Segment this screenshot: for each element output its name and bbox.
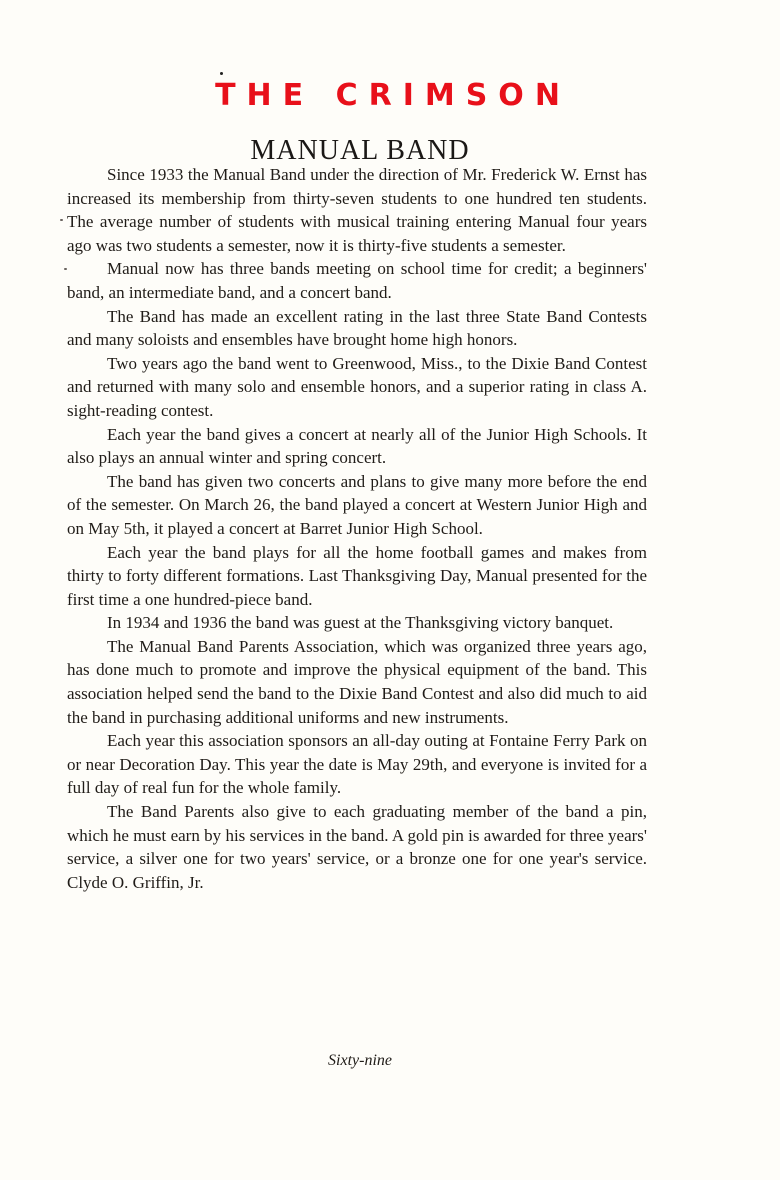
paragraph: Manual now has three bands meeting on school time for credit; a beginners' band, an intermediate band, and a concert band. bbox=[67, 259, 647, 302]
paragraph: The band has given two concerts and plans to give many more before the end of the semester. On March 26, the band played a concert at Western Junior High and on May 5th, it played a concert at Barret Junior High School. bbox=[67, 471, 647, 538]
paragraph: The Band has made an excellent rating in the last three State Band Contests and many soloists and ensembles have brought home high honors. bbox=[67, 306, 647, 350]
ink-dot bbox=[220, 72, 223, 75]
ink-mark bbox=[60, 219, 63, 221]
paragraph: Each year this association sponsors an all-day outing at Fontaine Ferry Park on or near Decoration Day. This year the date is May 29th, and everyone is invited for a full day of real fun for the whole family. bbox=[67, 731, 647, 798]
paragraph: Two years ago the band went to Greenwood, Miss., to the Dixie Band Contest and returned with many solo and ensemble honors, and a superior rating in class A. sight-reading contest. bbox=[67, 353, 647, 420]
page-number: Sixty-nine bbox=[328, 1052, 392, 1069]
page-title: MANUAL BAND bbox=[250, 135, 470, 166]
paragraph: Since 1933 the Manual Band under the direction of Mr. Frederick W. Ernst has increased its membership from thirty-seven students to one hundred ten students. The average number of students with musical training entering Manual four years ago was two students a semester, now it is thirty-five students a semester. bbox=[67, 165, 647, 255]
article-body bbox=[67, 163, 647, 894]
paragraph: Each year the band gives a concert at nearly all of the Junior High Schools. It also plays an annual winter and spring concert. bbox=[67, 424, 647, 468]
paragraph: In 1934 and 1936 the band was guest at the Thanksgiving victory banquet. bbox=[107, 613, 614, 633]
masthead-text: THE CRIMSON bbox=[215, 78, 571, 113]
paragraph: Each year the band plays for all the home football games and makes from thirty to forty different formations. Last Thanksgiving Day, Manual presented for the first time a one hundred-piece band. bbox=[67, 542, 647, 609]
paragraph: The Manual Band Parents Association, which was organized three years ago, has done much to promote and improve the physical equipment of the band. This association helped send the band to the Dixie Band Contest and also did much to aid the band in purchasing additional uniforms and new instruments. bbox=[67, 636, 647, 727]
paragraph-with-byline: The Band Parents also give to each graduating member of the band a pin, which he must earn by his services in the band. A gold pin is awarded for three years' service, a silver one for two years' service, or a bronze one for one year's service. Clyde O. Griffin, Jr. bbox=[67, 802, 647, 892]
masthead bbox=[0, 78, 780, 114]
ink-mark bbox=[64, 268, 67, 270]
